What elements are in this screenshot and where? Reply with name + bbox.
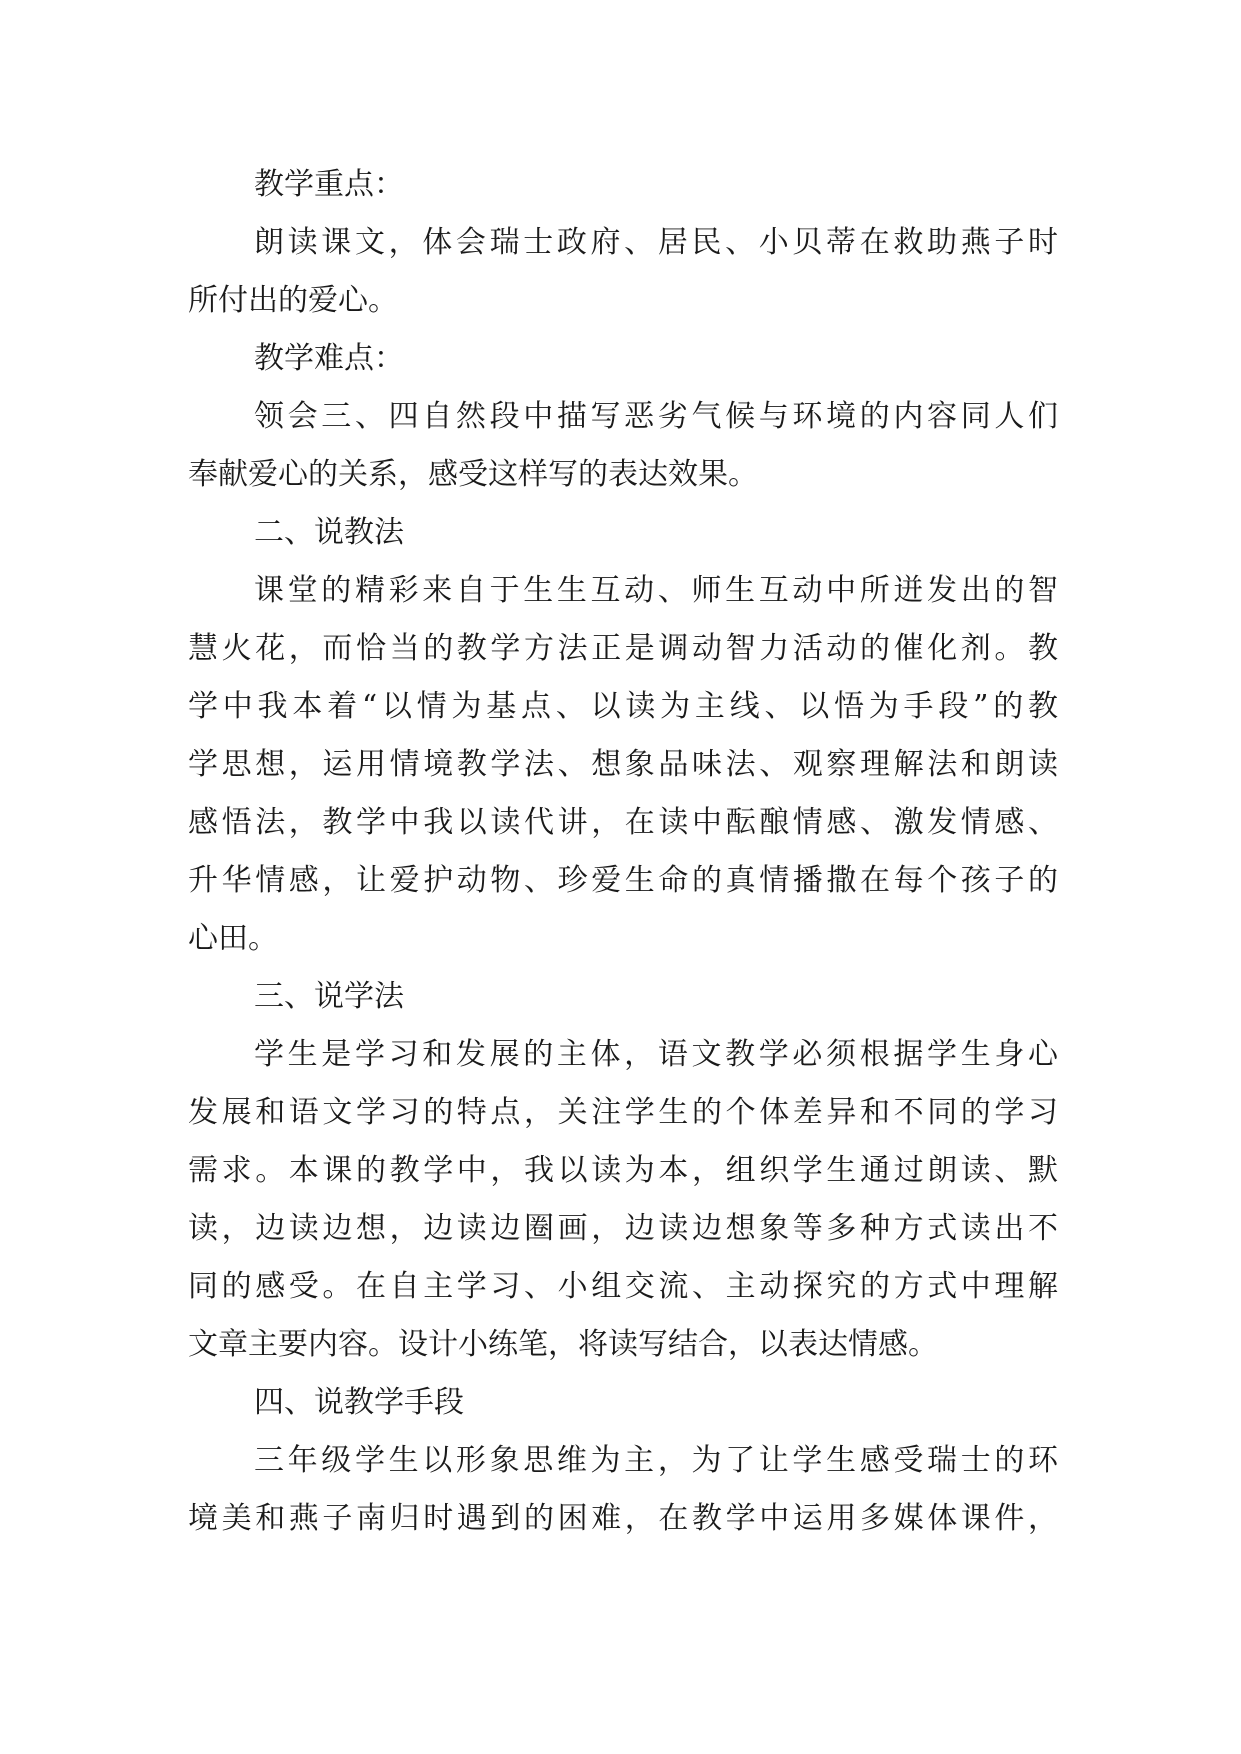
text-line: 心田。 xyxy=(188,921,278,956)
text-line: 慧火花，而恰当的教学方法正是调动智力活动的催化剂。教 xyxy=(188,631,1058,666)
text-line: 文章主要内容。设计小练笔，将读写结合，以表达情感。 xyxy=(188,1327,938,1362)
text-line: 课堂的精彩来自于生生互动、师生互动中所迸发出的智 xyxy=(254,573,1058,608)
text-line: 同的感受。在自主学习、小组交流、主动探究的方式中理解 xyxy=(188,1269,1058,1304)
text-line: 二、说教法 xyxy=(254,515,404,550)
text-line: 教学难点： xyxy=(254,341,404,376)
text-line: 读，边读边想，边读边圈画，边读边想象等多种方式读出不 xyxy=(188,1211,1058,1246)
text-line: 三年级学生以形象思维为主，为了让学生感受瑞士的环 xyxy=(254,1443,1058,1478)
text-line: 学中我本着“以情为基点、以读为主线、以悟为手段”的教 xyxy=(188,689,1058,724)
text-line: 教学重点： xyxy=(254,167,404,202)
text-line: 朗读课文，体会瑞士政府、居民、小贝蒂在救助燕子时 xyxy=(254,225,1058,260)
document-body xyxy=(188,156,1058,1548)
text-line: 发展和语文学习的特点，关注学生的个体差异和不同的学习 xyxy=(188,1095,1058,1130)
text-line: 三、说学法 xyxy=(254,979,404,1014)
text-line: 奉献爱心的关系，感受这样写的表达效果。 xyxy=(188,457,758,492)
text-line: 学生是学习和发展的主体，语文教学必须根据学生身心 xyxy=(254,1037,1058,1072)
text-line: 需求。本课的教学中，我以读为本，组织学生通过朗读、默 xyxy=(188,1153,1058,1188)
text-line: 感悟法，教学中我以读代讲，在读中酝酿情感、激发情感、 xyxy=(188,805,1058,840)
text-line: 学思想，运用情境教学法、想象品味法、观察理解法和朗读 xyxy=(188,747,1058,782)
text-line: 四、说教学手段 xyxy=(254,1385,464,1420)
text-line: 升华情感，让爱护动物、珍爱生命的真情播撒在每个孩子的 xyxy=(188,863,1058,898)
text-line: 境美和燕子南归时遇到的困难，在教学中运用多媒体课件， xyxy=(188,1501,1058,1536)
text-line: 领会三、四自然段中描写恶劣气候与环境的内容同人们 xyxy=(254,399,1058,434)
text-line: 所付出的爱心。 xyxy=(188,283,398,318)
